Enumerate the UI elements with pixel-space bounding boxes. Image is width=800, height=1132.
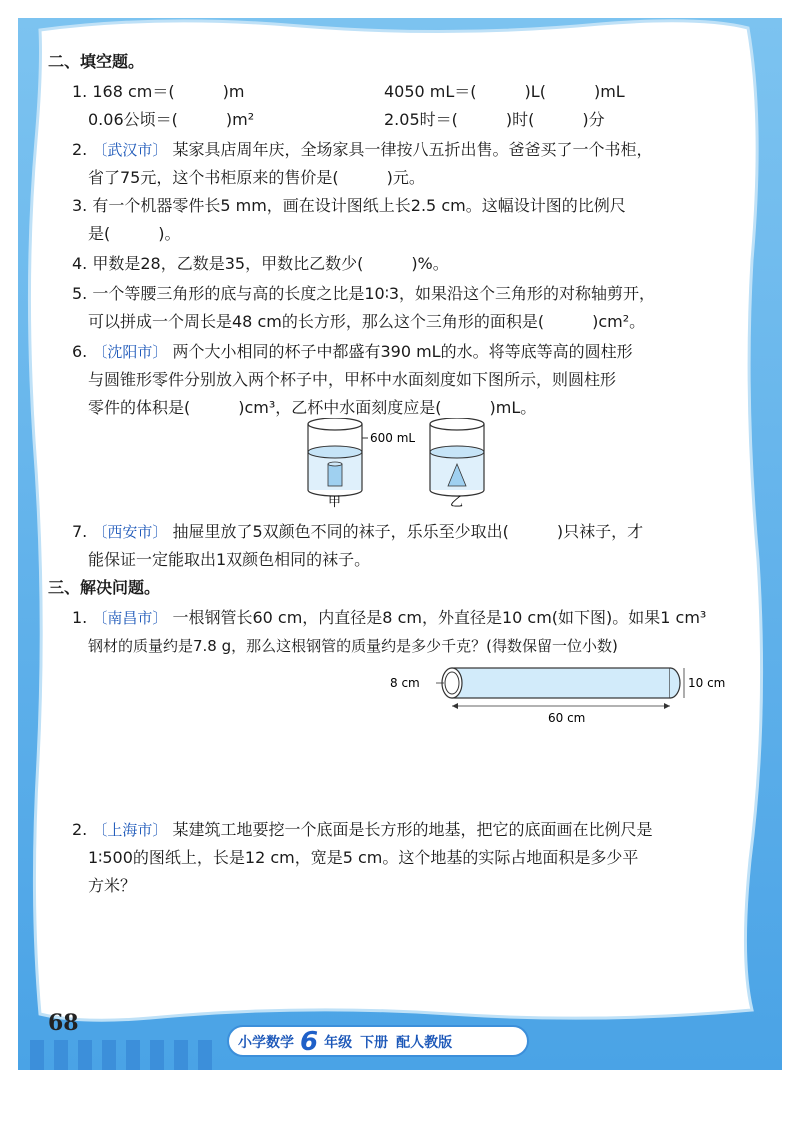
section-title-solve: 三、解决问题。 (48, 578, 161, 597)
q7-city-tag: 〔西安市〕 (92, 523, 168, 541)
q7-line-2: 能保证一定能取出1双颜色相同的袜子。 (88, 550, 371, 569)
p2-line-2: 1∶500的图纸上，长是12 cm，宽是5 cm。这个地基的实际占地面积是多少平 (88, 848, 639, 867)
q6-number: 6. (72, 342, 88, 361)
q5-line-2: 可以拼成一个周长是48 cm的长方形，那么这个三角形的面积是( )cm²。 (88, 312, 646, 331)
q7-line-1 (72, 518, 643, 546)
q2-line-1 (72, 136, 652, 164)
p1-number: 1. (72, 608, 88, 627)
footer-edition: 配人教版 (396, 1035, 453, 1051)
q2-number: 2. (72, 140, 88, 159)
cups-figure (298, 418, 498, 508)
pipe-figure (388, 660, 738, 726)
pipe-inner-label: 8 cm (390, 676, 420, 690)
q1-d: 2.05时＝( )时( )分 (384, 110, 605, 129)
q2-line-2: 省了75元，这个书柜原来的售价是( )元。 (88, 168, 425, 187)
footer-grade: 年级 (324, 1035, 353, 1051)
cup-b (430, 418, 484, 496)
cup-b-label: 乙 (450, 495, 464, 508)
p1-text-1: 一根钢管长60 cm，内直径是8 cm，外直径是10 cm(如下图)。如果1 cm³ (172, 608, 707, 627)
section-title-fill: 二、填空题。 (48, 52, 145, 71)
p1-line-1 (72, 604, 706, 632)
p2-line-3: 方米？ (88, 876, 137, 895)
q6-line-1 (72, 338, 633, 366)
q5-line-1: 5. 一个等腰三角形的底与高的长度之比是10∶3，如果沿这个三角形的对称轴剪开， (72, 284, 656, 303)
footer-book-title (238, 1027, 453, 1057)
q6-line-3: 零件的体积是( )cm³，乙杯中水面刻度应是( )mL。 (88, 398, 537, 417)
cup-mark-label: 600 mL (370, 431, 416, 445)
cup-a (308, 418, 368, 496)
pipe-length-label: 60 cm (548, 711, 586, 725)
pipe-body (452, 668, 670, 698)
footer-subject: 小学数学 (238, 1035, 294, 1051)
q6-line-2: 与圆锥形零件分别放入两个杯子中，甲杯中水面刻度如下图所示，则圆柱形 (88, 370, 617, 389)
footer-grade-number: 6 (300, 1027, 319, 1057)
worksheet (48, 40, 738, 1000)
pipe-end-inner (445, 672, 459, 694)
q1-b: 4050 mL＝( )L( )mL (384, 82, 625, 101)
page-number: 68 (48, 1010, 79, 1036)
p1-line-2: 钢材的质量约是7.8 g，那么这根钢管的质量约是多少千克？(得数保留一位小数) (88, 637, 618, 655)
p2-number: 2. (72, 820, 88, 839)
cup-a-label: 甲 (328, 495, 342, 508)
pipe-outer-label: 10 cm (688, 676, 726, 690)
q1-a: 1. 168 cm＝( )m (72, 82, 245, 101)
q2-text-1: 某家具店周年庆，全场家具一律按八五折出售。爸爸买了一个书柜， (172, 140, 653, 159)
q2-city-tag: 〔武汉市〕 (92, 141, 168, 159)
footer-term: 下册 (360, 1035, 389, 1051)
q1-c: 0.06公顷＝( )m² (88, 110, 255, 129)
p2-text-1: 某建筑工地要挖一个底面是长方形的地基，把它的底面画在比例尺是 (172, 820, 653, 839)
q3-line-2: 是( )。 (88, 224, 181, 243)
q7-text-1: 抽屉里放了5双颜色不同的袜子，乐乐至少取出( )只袜子，才 (172, 522, 644, 541)
p2-line-1 (72, 816, 652, 844)
q4-line-1: 4. 甲数是28，乙数是35，甲数比乙数少( )%。 (72, 254, 449, 273)
q6-text-1: 两个大小相同的杯子中都盛有390 mL的水。将等底等高的圆柱形 (172, 342, 633, 361)
q6-city-tag: 〔沈阳市〕 (92, 343, 168, 361)
q3-line-1: 3. 有一个机器零件长5 mm，画在设计图纸上长2.5 cm。这幅设计图的比例尺 (72, 196, 626, 215)
q7-number: 7. (72, 522, 88, 541)
p1-city-tag: 〔南昌市〕 (92, 609, 168, 627)
p2-city-tag: 〔上海市〕 (92, 821, 168, 839)
